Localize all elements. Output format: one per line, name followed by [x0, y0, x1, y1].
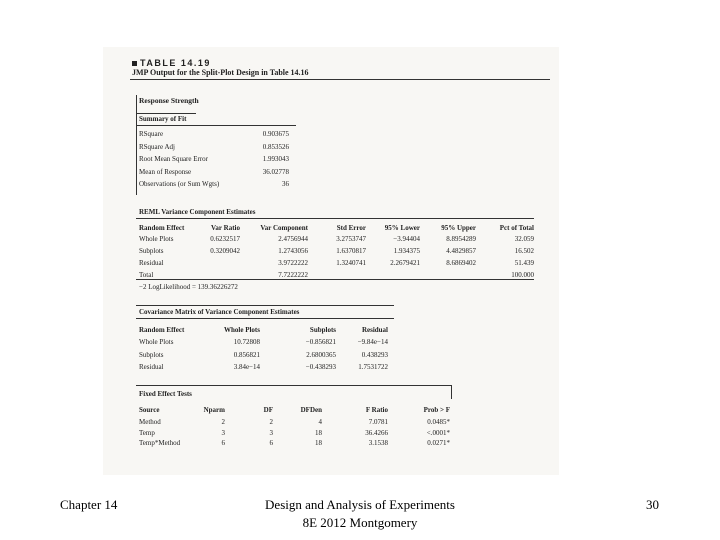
fixed-header: DFDen — [300, 406, 322, 414]
cov-cell: 3.84e−14 — [233, 363, 260, 371]
reml-bottom-rule — [136, 279, 534, 280]
fixed-cell: 6 — [269, 439, 273, 447]
summary-value: 36 — [282, 180, 289, 188]
summary-value: 0.853526 — [262, 142, 289, 151]
summary-label: Root Mean Square Error — [139, 155, 209, 163]
table-title: JMP Output for the Split-Plot Design in Table 14.16 — [132, 68, 309, 77]
cov-cell: −0.438293 — [305, 363, 336, 371]
reml-title: REML Variance Component Estimates — [139, 208, 256, 216]
reml-cell: Whole Plots — [139, 235, 174, 243]
cov-header: Random Effect — [139, 326, 185, 334]
fixed-cell: 18 — [315, 428, 322, 437]
fixed-header: Prob > F — [423, 406, 450, 414]
cov-title: Covariance Matrix of Variance Component Estimates — [139, 308, 300, 316]
reml-cell: 1.3240741 — [336, 259, 366, 267]
footer-page-number: 30 — [646, 497, 659, 512]
reml-cell: 8.6869402 — [446, 259, 476, 267]
fixed-cell: Temp — [139, 428, 155, 437]
fixed-cell: Method — [139, 418, 161, 426]
cov-top-rule — [136, 305, 394, 306]
fixed-cell: Temp*Method — [139, 439, 181, 447]
reml-cell: 2.2679421 — [390, 259, 420, 267]
reml-header: Std Error — [336, 224, 366, 232]
title-rule — [130, 79, 550, 80]
fixed-header: DF — [263, 406, 273, 414]
response-bracket — [136, 95, 137, 195]
reml-cell: 2.4756944 — [278, 235, 308, 243]
response-title: Response Strength — [139, 96, 199, 105]
reml-cell: Total — [139, 271, 154, 279]
reml-header: Random Effect — [139, 224, 185, 232]
summary-rule — [136, 125, 296, 126]
fixed-cell: 0.0271* — [427, 439, 450, 447]
fixed-title: Fixed Effect Tests — [139, 390, 192, 398]
summary-value: 1.993043 — [262, 155, 289, 163]
reml-cell: 3.9722222 — [278, 259, 308, 267]
fixed-cell: 3.1538 — [368, 439, 388, 447]
cov-cell: Whole Plots — [139, 338, 174, 346]
fixed-cell: 3 — [221, 428, 225, 437]
footer-book-line2: 8E 2012 Montgomery — [302, 515, 418, 530]
reml-cell: 1.2743056 — [278, 247, 308, 255]
fixed-bracket — [451, 385, 452, 399]
reml-header: Pct of Total — [499, 224, 534, 232]
reml-cell: 3.2753747 — [336, 235, 366, 243]
cov-cell: −9.84e−14 — [357, 338, 388, 346]
reml-cell: 100.000 — [511, 271, 534, 279]
footer-book-line1: Design and Analysis of Experiments — [265, 497, 455, 512]
reml-cell: 8.8954289 — [446, 235, 476, 243]
fixed-cell: 3 — [269, 428, 273, 437]
reml-cell: 16.502 — [514, 247, 534, 255]
fixed-cell: <.0001* — [426, 428, 450, 437]
summary-label: RSquare Adj — [139, 142, 175, 151]
table-label: TABLE 14.19 — [132, 58, 211, 68]
footer-chapter: Chapter 14 — [60, 497, 118, 512]
summary-label: RSquare — [139, 130, 164, 138]
reml-cell: 7.7222222 — [278, 271, 308, 279]
reml-cell: −3.94404 — [393, 235, 420, 243]
fixed-cell: 7.0781 — [368, 418, 388, 426]
cov-cell: 2.6800365 — [306, 350, 336, 359]
fixed-top-rule — [136, 385, 452, 386]
fixed-cell: 4 — [318, 418, 322, 426]
cov-header: Subplots — [309, 326, 336, 334]
summary-value: 0.903675 — [262, 130, 289, 138]
fixed-header: F Ratio — [365, 406, 388, 414]
cov-cell: −0.856821 — [305, 338, 336, 346]
reml-header: Var Ratio — [211, 224, 240, 232]
reml-cell: 4.4829857 — [446, 247, 476, 255]
cov-cell: Subplots — [139, 350, 164, 359]
cov-header: Whole Plots — [224, 326, 260, 334]
reml-cell: Subplots — [139, 247, 164, 255]
fixed-cell: 6 — [221, 439, 225, 447]
cov-header: Residual — [361, 326, 388, 334]
cov-cell: 0.438293 — [361, 350, 388, 359]
cov-cell: 0.856821 — [233, 350, 260, 359]
reml-cell: 0.6232517 — [210, 235, 240, 243]
reml-cell: 32.059 — [514, 235, 534, 243]
reml-header: Var Component — [260, 224, 308, 232]
reml-cell: 1.934375 — [393, 247, 420, 255]
cov-rule — [136, 318, 394, 319]
summary-label: Mean of Response — [139, 167, 192, 176]
cov-cell: 1.7531722 — [358, 363, 388, 371]
reml-cell: Residual — [139, 259, 164, 267]
reml-header: 95% Lower — [384, 224, 420, 232]
square-bullet-icon — [132, 61, 137, 66]
cov-cell: 10.72808 — [233, 338, 260, 346]
log-likelihood: −2 LogLikelihood = 139.36226272 — [139, 283, 238, 291]
reml-header: 95% Upper — [441, 224, 476, 232]
reml-top-rule — [136, 218, 534, 219]
summary-label: Observations (or Sum Wgts) — [139, 180, 220, 188]
summary-value: 36.02778 — [262, 167, 289, 176]
summary-top-rule — [136, 113, 196, 114]
fixed-header: Nparm — [203, 406, 225, 414]
fixed-cell: 2 — [221, 418, 225, 426]
fixed-cell: 2 — [269, 418, 273, 426]
cov-cell: Residual — [139, 363, 164, 371]
summary-title: Summary of Fit — [139, 115, 187, 123]
reml-cell: 0.3209042 — [210, 247, 240, 255]
fixed-cell: 18 — [315, 439, 322, 447]
fixed-cell: 0.0485* — [427, 418, 450, 426]
fixed-cell: 36.4266 — [365, 428, 388, 437]
fixed-header: Source — [139, 406, 160, 414]
reml-cell: 51.439 — [514, 259, 534, 267]
reml-cell: 1.6370817 — [336, 247, 366, 255]
